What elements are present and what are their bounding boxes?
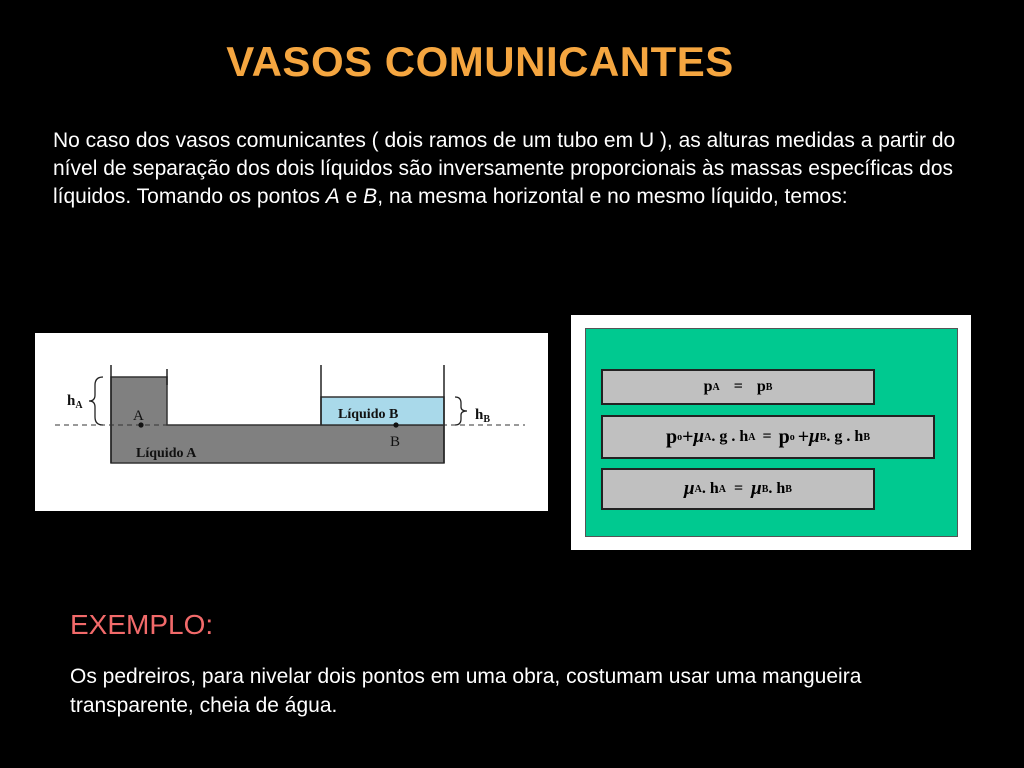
label-point-a: A — [133, 408, 144, 424]
intro-point-a: A — [325, 185, 340, 208]
label-liquid-b: Líquido B — [338, 407, 399, 422]
formula-row-1: p A = p B — [601, 369, 875, 405]
intro-point-b: B — [363, 185, 378, 208]
formula-panel — [585, 328, 958, 537]
label-hb: $h_B$ — [475, 407, 491, 425]
brace-ha-icon — [89, 377, 103, 425]
formula-row-2: p o + μ A . g . h A = p o + μ B . g . h B — [601, 415, 935, 459]
intro-text-2: , na mesma horizontal e no mesmo líquido, temos: — [377, 185, 848, 208]
slide-title: VASOS COMUNICANTES — [226, 38, 734, 85]
label-point-b: B — [390, 434, 401, 450]
formula-row-3: μ A . h A = μ B . h B — [601, 468, 875, 510]
label-ha: $h_A$ — [67, 393, 83, 411]
u-tube-diagram — [35, 333, 548, 511]
brace-hb-icon — [455, 397, 467, 425]
intro-and: e — [339, 185, 364, 208]
formula-frame — [571, 315, 971, 550]
example-text: Os pedreiros, para nivelar dois pontos em uma obra, costumam usar uma mangueira transparente, cheia de água. — [70, 665, 862, 717]
point-b-dot — [393, 422, 398, 427]
example-label: EXEMPLO: — [70, 609, 214, 640]
intro-text-1: No caso dos vasos comunicantes ( dois ramos de um tubo em U ), as alturas medidas a partir do nível de separação dos dois líquidos são inversamente proporcionais às massas específicas dos líquidos. Tomando os pontos — [53, 129, 956, 208]
intro-paragraph — [53, 127, 983, 211]
u-tube-svg — [35, 333, 548, 511]
label-liquid-a: Líquido A — [136, 446, 197, 461]
